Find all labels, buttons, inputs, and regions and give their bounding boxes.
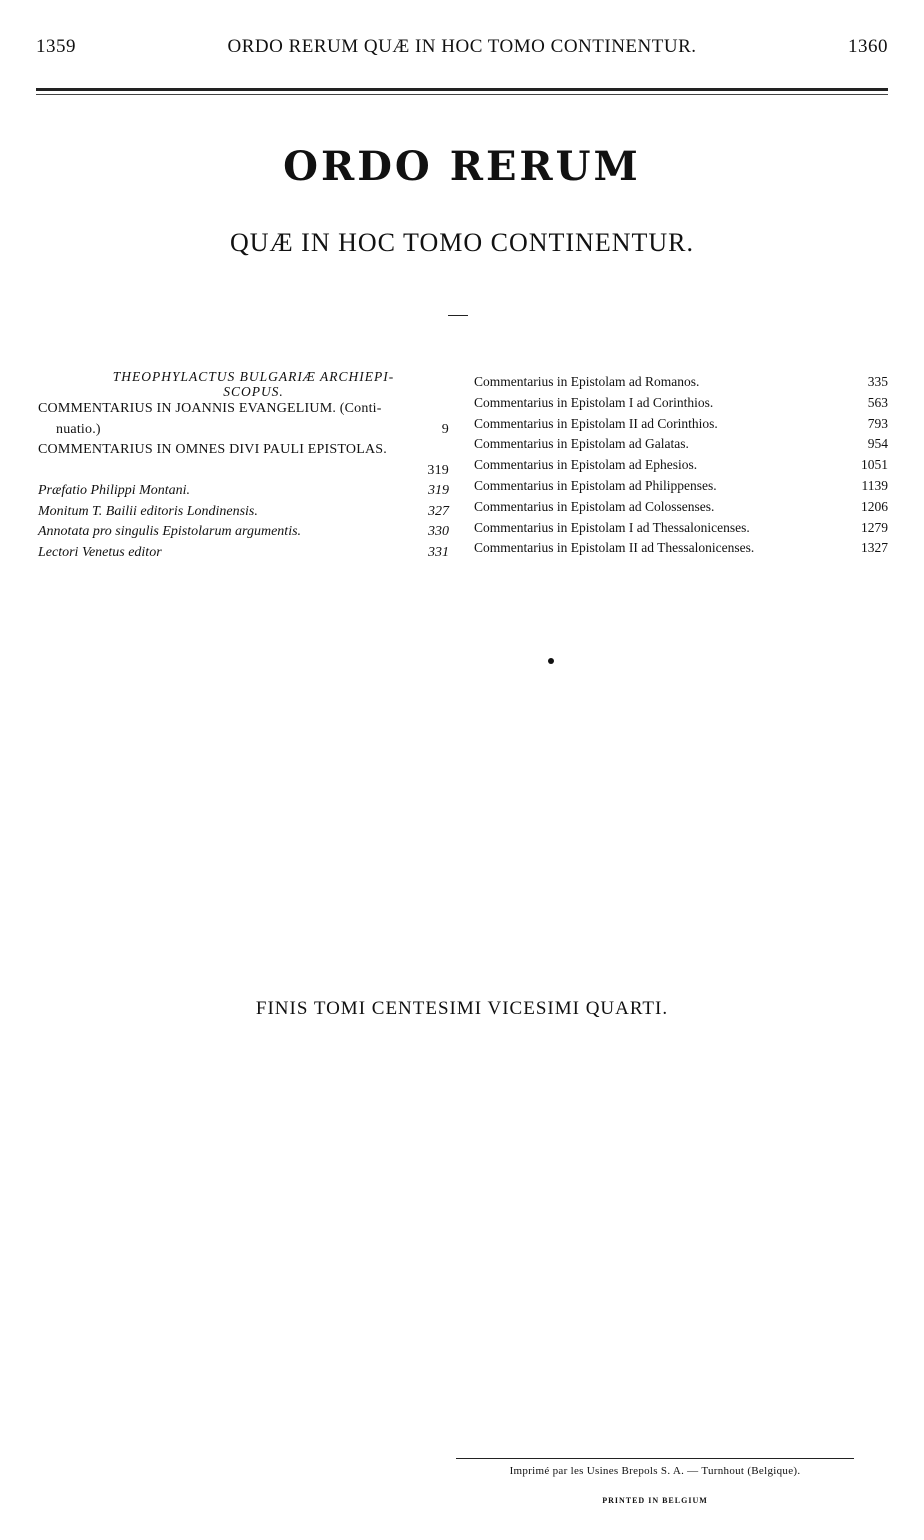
- author-heading: [38, 369, 449, 399]
- toc-entry[interactable]: [474, 518, 888, 539]
- toc-entry-page: 954: [867, 436, 888, 452]
- toc-entry-title: COMMENTARIUS IN JOANNIS EVANGELIUM. (Conti-: [38, 401, 382, 416]
- toc-entry-joannis[interactable]: [38, 399, 449, 440]
- toc-entry-epistolas[interactable]: [38, 440, 449, 481]
- toc-entry[interactable]: [474, 455, 888, 476]
- toc-entry-page: 319: [428, 483, 449, 498]
- toc-entry[interactable]: [38, 543, 449, 564]
- toc-entry-page: 1206: [861, 498, 888, 514]
- running-head: [36, 30, 888, 64]
- toc-entry-page: 1051: [861, 457, 888, 473]
- toc-entry-page: 330: [428, 524, 449, 539]
- toc-entry-page: 327: [428, 503, 449, 519]
- page-subtitle: QUÆ IN HOC TOMO CONTINENTUR.: [230, 228, 694, 257]
- author-line-1: THEOPHYLACTUS BULGARIÆ ARCHIEPI-: [112, 369, 395, 384]
- toc-entry[interactable]: [474, 393, 888, 414]
- toc-entry-title: Commentarius in Epistolam I ad Corinthios.: [474, 394, 714, 410]
- toc-entry[interactable]: [474, 497, 888, 518]
- page-title: ORDO RERUM: [283, 143, 641, 190]
- toc-entry[interactable]: [38, 502, 449, 523]
- toc-entry-title: Commentarius in Epistolam ad Philippenses.: [474, 477, 717, 493]
- title-divider: [448, 315, 468, 316]
- running-title: ORDO RERUM QUÆ IN HOC TOMO CONTINENTUR.: [227, 36, 697, 57]
- right-page-number: 1360: [848, 36, 888, 57]
- toc-entry-title: Commentarius in Epistolam I ad Thessalonicenses.: [474, 519, 750, 535]
- toc-entry-title-cont: nuatio.): [56, 421, 101, 437]
- toc-right-column: [474, 372, 888, 559]
- toc-entry-page: 331: [428, 544, 449, 560]
- toc-entry-page: 1327: [861, 540, 888, 556]
- toc-entry-title: Præfatio Philippi Montani.: [38, 483, 191, 498]
- toc-entry-title: Lectori Venetus editor: [38, 544, 162, 560]
- toc-entry-title: Commentarius in Epistolam II ad Corinthios.: [474, 415, 718, 431]
- toc-entry-page: 1279: [861, 519, 888, 535]
- toc-entry[interactable]: [38, 522, 449, 543]
- header-rule-thin: [36, 94, 888, 95]
- header-rule: [36, 88, 888, 91]
- toc-entry-page: 335: [867, 374, 888, 389]
- toc-entry-page: 1139: [861, 477, 888, 493]
- toc-left-column: [38, 369, 449, 563]
- toc-entry-title: Commentarius in Epistolam ad Colossenses.: [474, 498, 715, 514]
- left-page-number: 1359: [36, 36, 76, 57]
- toc-entry-title: Commentarius in Epistolam ad Galatas.: [474, 436, 689, 452]
- printed-in-line: PRINTED IN BELGIUM: [602, 1496, 708, 1505]
- author-line-2: SCOPUS.: [223, 384, 284, 399]
- imprint-line: Imprimé par les Usines Brepols S. A. — Turnhout (Belgique).: [509, 1465, 801, 1477]
- toc-entry-page: 563: [867, 394, 888, 410]
- toc-entry[interactable]: [474, 434, 888, 455]
- footer-rule: [456, 1458, 854, 1459]
- toc-entry[interactable]: [474, 476, 888, 497]
- ink-dot: [548, 658, 554, 664]
- toc-entry-title: Commentarius in Epistolam ad Romanos.: [474, 374, 700, 389]
- toc-entry-title: Commentarius in Epistolam II ad Thessalonicenses.: [474, 540, 755, 556]
- toc-entry-title: Annotata pro singulis Epistolarum argumentis.: [38, 524, 302, 539]
- toc-entry[interactable]: [38, 481, 449, 502]
- toc-entry-page: 9: [441, 421, 449, 437]
- finis-line: FINIS TOMI CENTESIMI VICESIMI QUARTI.: [255, 998, 669, 1019]
- toc-entry[interactable]: [474, 538, 888, 559]
- toc-entry-page: 793: [867, 415, 888, 431]
- toc-entry-title: COMMENTARIUS IN OMNES DIVI PAULI EPISTOLAS.: [38, 442, 387, 457]
- toc-entry-title: Monitum T. Bailii editoris Londinensis.: [38, 503, 258, 519]
- toc-entry-title: Commentarius in Epistolam ad Ephesios.: [474, 457, 698, 473]
- toc-entry[interactable]: [474, 414, 888, 435]
- toc-entry[interactable]: [474, 372, 888, 393]
- toc-entry-page: 319: [427, 462, 449, 478]
